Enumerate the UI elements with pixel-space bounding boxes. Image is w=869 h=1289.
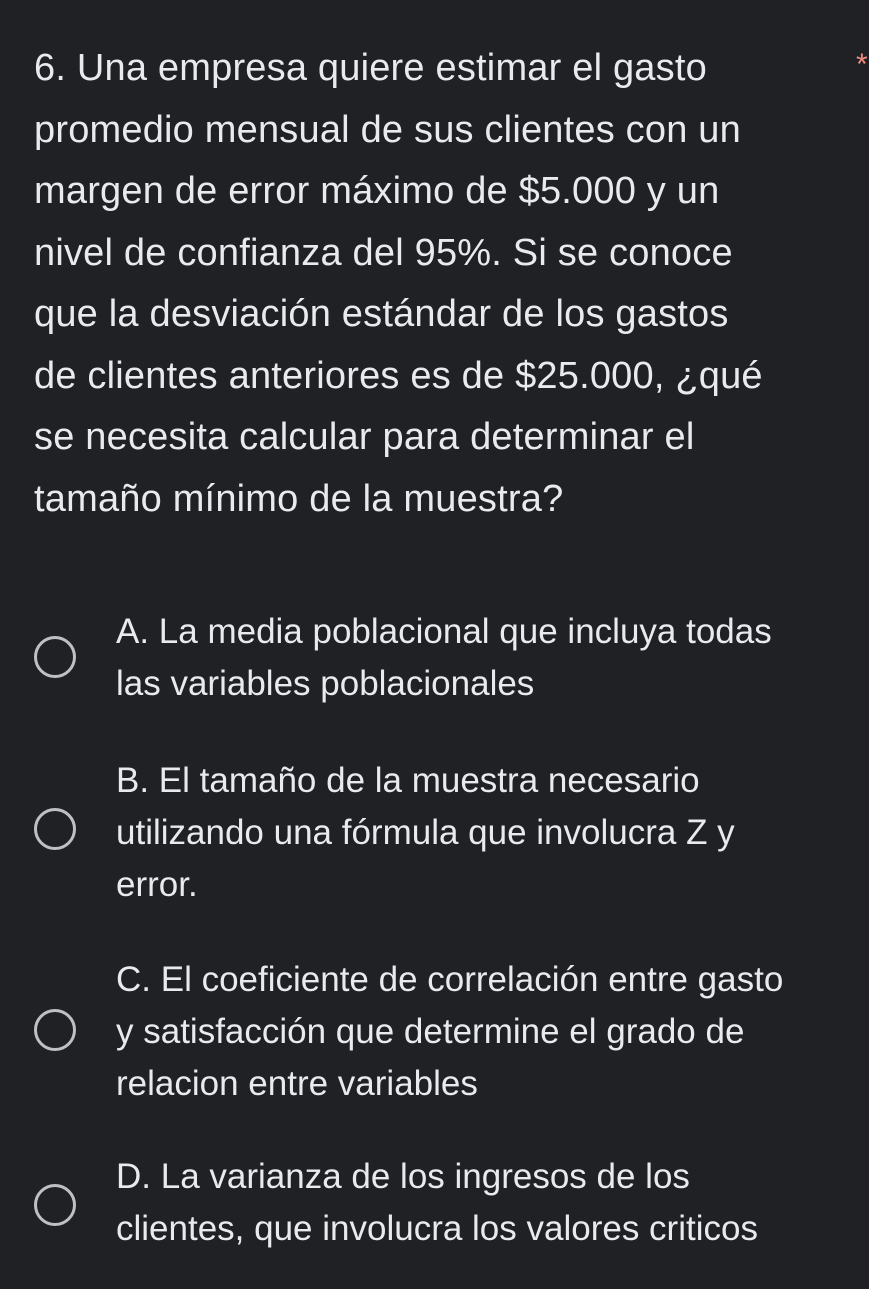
radio-unselected-icon[interactable] xyxy=(34,636,76,678)
option-a-label[interactable]: A. La media poblacional que incluya todas las variables poblacionales xyxy=(116,612,772,703)
option-d-label[interactable]: D. La varianza de los ingresos de los clientes, que involucra los valores criticos xyxy=(116,1157,758,1248)
option-c-label[interactable]: C. El coeficiente de correlación entre gasto y satisfacción que determine el grado de relacion entre variables xyxy=(116,960,784,1103)
radio-unselected-icon[interactable] xyxy=(34,1009,76,1051)
required-asterisk: * xyxy=(856,48,868,81)
radio-unselected-icon[interactable] xyxy=(34,1184,76,1226)
question-text: 6. Una empresa quiere estimar el gasto promedio mensual de sus clientes con un margen de error máximo de $5.000 y un nivel de confianza del 95%. Si se conoce que la desviación estándar de los gastos de clientes anteriores es de $25.000, ¿qué se necesita calcular para determinar el tamaño mínimo de la muestra? xyxy=(34,47,763,520)
radio-unselected-icon[interactable] xyxy=(34,808,76,850)
option-b-label[interactable]: B. El tamaño de la muestra necesario utilizando una fórmula que involucra Z y error. xyxy=(116,761,735,904)
